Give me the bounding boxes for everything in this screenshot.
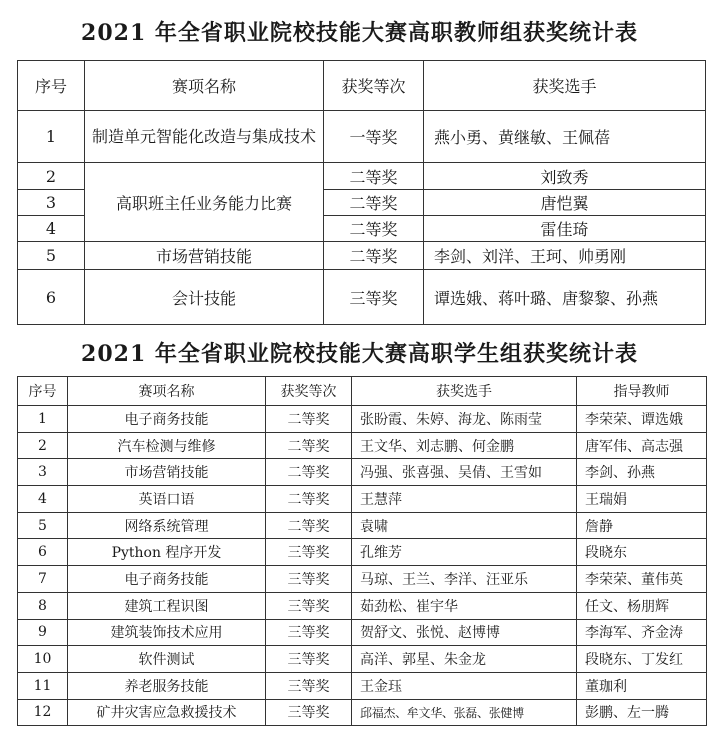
row-winners: 雷佳琦: [424, 216, 706, 242]
row-award: 二等奖: [324, 163, 424, 190]
row-teacher: 董珈利: [577, 672, 707, 699]
row-teacher: 任文、杨朋辉: [577, 592, 707, 619]
header-winners: 获奖选手: [424, 61, 706, 111]
row-winners: 王金珏: [352, 672, 577, 699]
table-row: [18, 242, 706, 270]
teacher-table-title: 2021 年全省职业院校技能大赛高职教师组获奖统计表: [81, 20, 638, 46]
row-event: 电子商务技能: [68, 406, 266, 433]
row-no: 5: [18, 512, 68, 539]
row-award: 三等奖: [266, 566, 352, 593]
row-no: 7: [18, 566, 68, 593]
table-row: [18, 163, 706, 190]
row-no: 1: [18, 406, 68, 433]
table-row: [18, 672, 707, 699]
row-event: 市场营销技能: [85, 242, 324, 270]
row-event: 养老服务技能: [68, 672, 266, 699]
row-event: 网络系统管理: [68, 512, 266, 539]
row-teacher: 李剑、孙燕: [577, 459, 707, 486]
row-winners: 袁啸: [352, 512, 577, 539]
row-award: 二等奖: [266, 406, 352, 433]
row-event: 电子商务技能: [68, 566, 266, 593]
row-event: 会计技能: [85, 270, 324, 325]
table-row: [18, 699, 707, 726]
row-teacher: 段晓东、丁发红: [577, 646, 707, 673]
row-winners: 燕小勇、黄继敏、王佩蓓: [424, 111, 706, 163]
row-award: 三等奖: [266, 592, 352, 619]
header-event: 赛项名称: [68, 377, 266, 406]
row-winners: 王文华、刘志鹏、何金鹏: [352, 432, 577, 459]
row-award: 三等奖: [266, 539, 352, 566]
row-no: 3: [18, 459, 68, 486]
row-award: 一等奖: [324, 111, 424, 163]
table-row: [18, 486, 707, 513]
table-row: [18, 432, 707, 459]
student-table-title: 2021 年全省职业院校技能大赛高职学生组获奖统计表: [81, 341, 638, 367]
row-award: 二等奖: [324, 190, 424, 216]
row-award: 三等奖: [266, 672, 352, 699]
row-award: 二等奖: [266, 459, 352, 486]
row-event: 矿井灾害应急救援技术: [68, 699, 266, 726]
teacher-awards-table: [17, 60, 706, 325]
row-teacher: 唐军伟、高志强: [577, 432, 707, 459]
table-row: [18, 619, 707, 646]
table-row: [18, 539, 707, 566]
table-row: [18, 406, 707, 433]
row-event: 英语口语: [68, 486, 266, 513]
row-event: 建筑装饰技术应用: [68, 619, 266, 646]
row-winners: 谭选娥、蒋叶璐、唐黎黎、孙燕: [424, 270, 706, 325]
row-award: 三等奖: [266, 619, 352, 646]
row-no: 11: [18, 672, 68, 699]
header-award: 获奖等次: [266, 377, 352, 406]
row-award: 二等奖: [324, 216, 424, 242]
row-event: 软件测试: [68, 646, 266, 673]
table-row: [18, 566, 707, 593]
row-winners: 李剑、刘洋、王珂、帅勇刚: [424, 242, 706, 270]
row-winners: 张盼霞、朱婷、海龙、陈雨莹: [352, 406, 577, 433]
row-award: 二等奖: [324, 242, 424, 270]
row-teacher: 詹静: [577, 512, 707, 539]
teacher-header-row: [18, 61, 706, 111]
student-header-row: [18, 377, 707, 406]
row-winners: 邱福杰、牟文华、张磊、张健博: [352, 699, 577, 726]
row-teacher: 彭鹏、左一腾: [577, 699, 707, 726]
row-winners: 孔维芳: [352, 539, 577, 566]
table-row: [18, 592, 707, 619]
row-no: 6: [18, 270, 85, 325]
row-winners: 马琼、王兰、李洋、汪亚乐: [352, 566, 577, 593]
table-row: [18, 646, 707, 673]
row-award: 三等奖: [266, 646, 352, 673]
row-no: 2: [18, 432, 68, 459]
row-award: 二等奖: [266, 486, 352, 513]
row-event: 制造单元智能化改造与集成技术: [85, 111, 324, 163]
row-no: 4: [18, 216, 85, 242]
row-event: 高职班主任业务能力比赛: [85, 163, 324, 242]
row-no: 12: [18, 699, 68, 726]
row-award: 三等奖: [266, 699, 352, 726]
row-event: 汽车检测与维修: [68, 432, 266, 459]
row-no: 8: [18, 592, 68, 619]
row-winners: 茹劲松、崔宇华: [352, 592, 577, 619]
row-award: 三等奖: [324, 270, 424, 325]
student-awards-table: [17, 376, 707, 726]
header-event: 赛项名称: [85, 61, 324, 111]
row-no: 1: [18, 111, 85, 163]
row-teacher: 王瑞娟: [577, 486, 707, 513]
row-no: 5: [18, 242, 85, 270]
row-event: 市场营销技能: [68, 459, 266, 486]
row-event: Python 程序开发: [68, 539, 266, 566]
table-row: [18, 512, 707, 539]
header-teacher: 指导教师: [577, 377, 707, 406]
row-no: 3: [18, 190, 85, 216]
table-row: [18, 459, 707, 486]
row-winners: 高洋、郭星、朱金龙: [352, 646, 577, 673]
row-teacher: 李荣荣、谭选娥: [577, 406, 707, 433]
row-award: 二等奖: [266, 512, 352, 539]
row-winners: 冯强、张喜强、吴倩、王雪如: [352, 459, 577, 486]
row-winners: 刘致秀: [424, 163, 706, 190]
table-row: [18, 111, 706, 163]
row-winners: 王慧萍: [352, 486, 577, 513]
row-no: 2: [18, 163, 85, 190]
row-teacher: 李荣荣、董伟英: [577, 566, 707, 593]
row-winners: 贺舒文、张悦、赵博博: [352, 619, 577, 646]
row-event: 建筑工程识图: [68, 592, 266, 619]
row-no: 10: [18, 646, 68, 673]
row-award: 二等奖: [266, 432, 352, 459]
row-no: 4: [18, 486, 68, 513]
table-row: [18, 270, 706, 325]
row-no: 9: [18, 619, 68, 646]
header-award: 获奖等次: [324, 61, 424, 111]
header-winners: 获奖选手: [352, 377, 577, 406]
row-teacher: 李海军、齐金涛: [577, 619, 707, 646]
header-no: 序号: [18, 61, 85, 111]
row-no: 6: [18, 539, 68, 566]
header-no: 序号: [18, 377, 68, 406]
row-teacher: 段晓东: [577, 539, 707, 566]
row-winners: 唐恺翼: [424, 190, 706, 216]
